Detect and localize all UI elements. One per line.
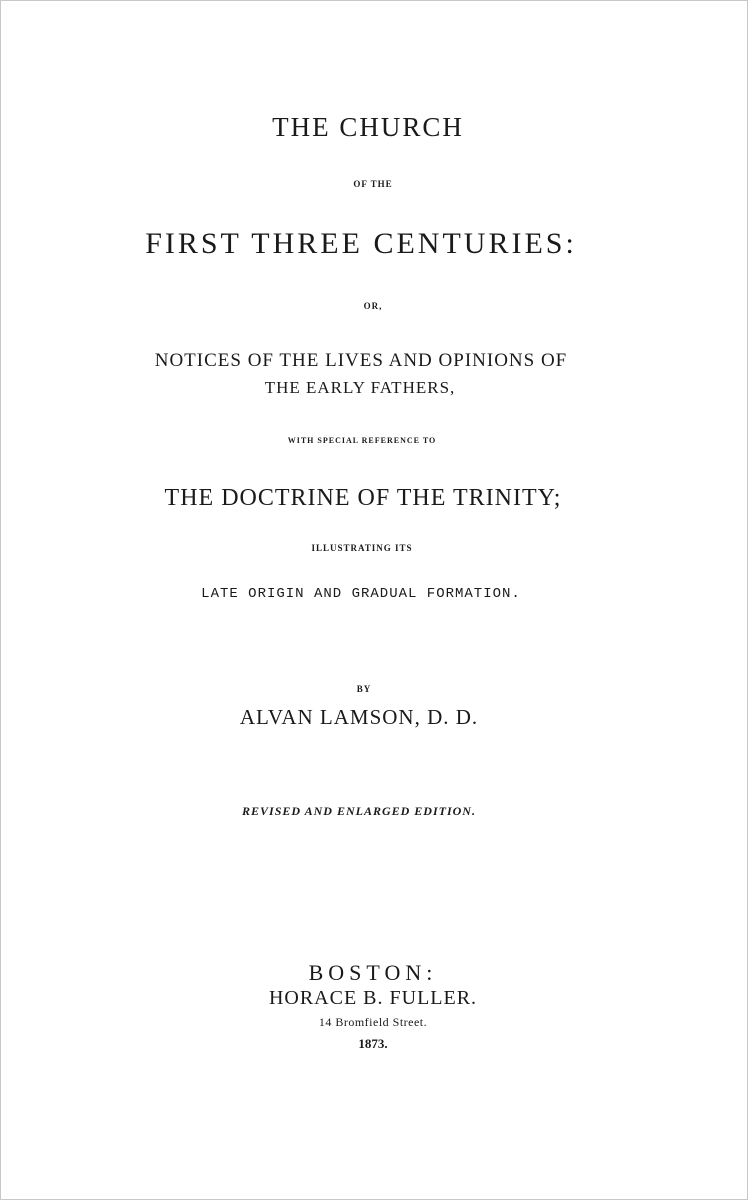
subtitle-line-1: NOTICES OF THE LIVES AND OPINIONS OF	[154, 350, 568, 371]
author-name: ALVAN LAMSON, D. D.	[239, 705, 479, 729]
imprint-publisher: HORACE B. FULLER.	[268, 987, 478, 1009]
late-origin-line: LATE ORIGIN AND GRADUAL FORMATION.	[201, 586, 521, 602]
imprint-city: BOSTON:	[308, 960, 438, 985]
title-line-1: THE CHURCH	[272, 112, 464, 142]
doctrine-heading: THE DOCTRINE OF THE TRINITY;	[164, 485, 562, 511]
by-label: BY	[356, 684, 372, 694]
illustrating-label: ILLUSTRATING ITS	[311, 543, 413, 553]
or-label: OR,	[363, 301, 383, 311]
subtitle-line-2: THE EARLY FATHERS,	[264, 378, 456, 397]
of-the-label: OF THE	[353, 179, 393, 189]
with-special-reference: WITH SPECIAL REFERENCE TO	[287, 436, 437, 445]
imprint-year: 1873.	[358, 1036, 388, 1051]
title-line-2: FIRST THREE CENTURIES:	[145, 227, 577, 260]
edition-note: REVISED AND ENLARGED EDITION.	[242, 804, 476, 818]
imprint-street: 14 Bromfield Street.	[318, 1015, 428, 1029]
